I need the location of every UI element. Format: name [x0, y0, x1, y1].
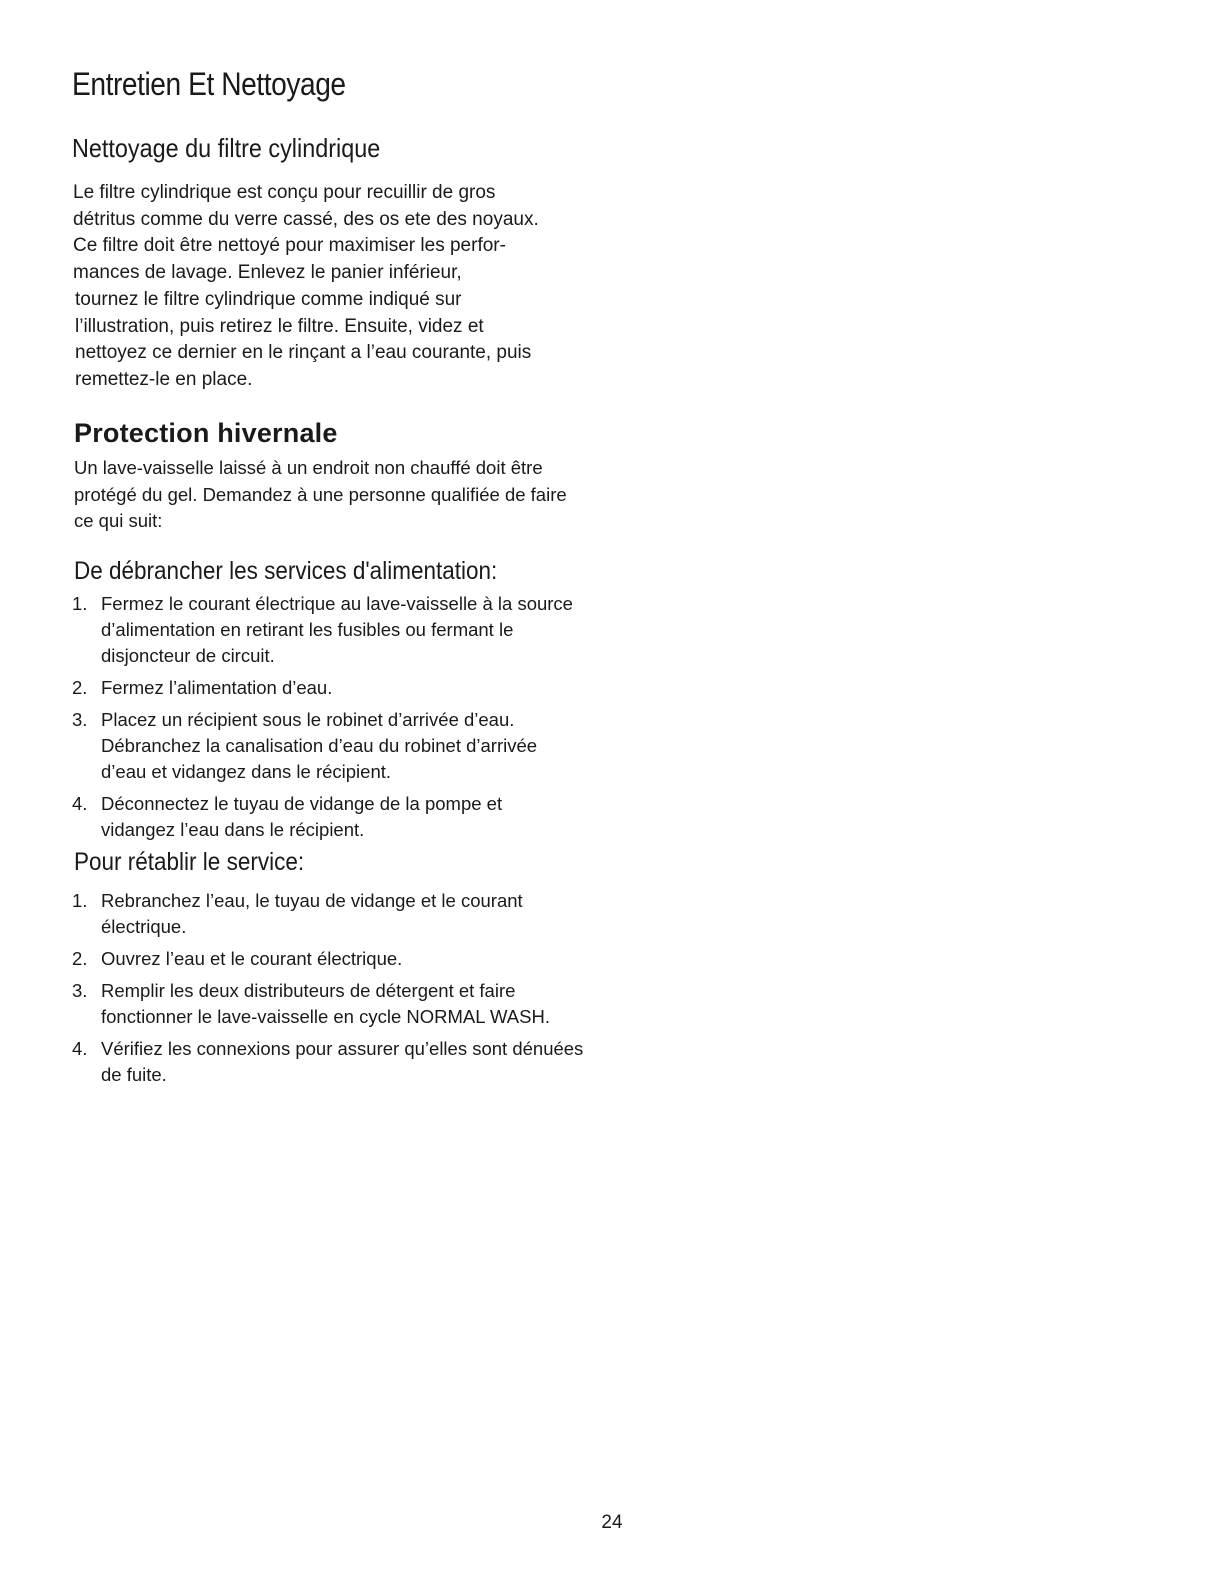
- step-number: 3.: [72, 709, 88, 730]
- step-line: fonctionner le lave-vaisselle en cycle NORMAL WASH.: [101, 1006, 550, 1027]
- step-line: Déconnectez le tuyau de vidange de la pompe et: [101, 793, 503, 814]
- step-line: d’alimentation en retirant les fusibles ou fermant le: [101, 619, 514, 640]
- step-number: 2.: [72, 677, 88, 698]
- text-line: protégé du gel. Demandez à une personne qualifiée de faire: [74, 483, 567, 505]
- filter-paragraph-1: [73, 180, 539, 286]
- step-line: Fermez l’alimentation d’eau.: [101, 677, 333, 698]
- text-line: l’illustration, puis retirez le filtre. Ensuite, videz et: [75, 315, 484, 337]
- step-number: 4.: [72, 793, 88, 814]
- step-line: disjoncteur de circuit.: [101, 645, 275, 666]
- list-item: [72, 791, 573, 843]
- text-line: Un lave-vaisselle laissé à un endroit non chauffé doit être: [74, 457, 543, 478]
- text-line: Ce filtre doit être nettoyé pour maximiser les perfor-: [73, 235, 506, 256]
- step-number: 3.: [72, 980, 88, 1001]
- list-item: [72, 978, 583, 1030]
- winter-paragraph: [74, 455, 567, 535]
- text-line: nettoyez ce dernier en le rinçant a l’eau courante, puis: [75, 342, 532, 363]
- filter-section-heading: Nettoyage du filtre cylindrique: [72, 133, 381, 163]
- restore-steps-list: [72, 888, 583, 1094]
- text-line: ce qui suit:: [74, 510, 163, 531]
- step-number: 1.: [72, 890, 88, 911]
- restore-heading: Pour rétablir le service:: [74, 848, 305, 876]
- text-line: remettez-le en place.: [75, 368, 253, 390]
- list-item: [72, 888, 583, 940]
- step-number: 2.: [72, 948, 88, 969]
- disconnect-steps-list: [72, 591, 573, 849]
- step-line: de fuite.: [101, 1064, 167, 1085]
- list-item: [72, 946, 583, 972]
- step-line: Placez un récipient sous le robinet d’arrivée d’eau.: [101, 709, 515, 730]
- list-item: [72, 675, 573, 701]
- step-line: Rebranchez l’eau, le tuyau de vidange et le courant: [101, 890, 523, 911]
- disconnect-heading: De débrancher les services d'alimentation:: [74, 557, 498, 585]
- list-item: [72, 1036, 583, 1088]
- text-line: mances de lavage. Enlevez le panier inférieur,: [73, 261, 462, 283]
- step-number: 1.: [72, 593, 88, 614]
- step-line: vidangez l’eau dans le récipient.: [101, 819, 365, 840]
- step-number: 4.: [72, 1038, 88, 1059]
- step-line: Débranchez la canalisation d’eau du robinet d’arrivée: [101, 735, 538, 756]
- page-number: 24: [601, 1512, 623, 1533]
- text-line: tournez le filtre cylindrique comme indiqué sur: [75, 289, 462, 310]
- step-line: Remplir les deux distributeurs de détergent et faire: [101, 980, 516, 1001]
- step-line: Fermez le courant électrique au lave-vaisselle à la source: [101, 593, 573, 614]
- list-item: [72, 707, 573, 785]
- step-line: électrique.: [101, 916, 187, 937]
- text-line: Le filtre cylindrique est conçu pour recuillir de gros: [73, 182, 496, 203]
- text-line: détritus comme du verre cassé, des os ete des noyaux.: [73, 208, 539, 230]
- step-line: Ouvrez l’eau et le courant électrique.: [101, 948, 403, 969]
- step-line: d’eau et vidangez dans le récipient.: [101, 761, 392, 782]
- list-item: [72, 591, 573, 669]
- step-line: Vérifiez les connexions pour assurer qu’elles sont dénuées: [101, 1038, 584, 1059]
- winter-section-heading: Protection hivernale: [74, 418, 338, 448]
- page-title: Entretien Et Nettoyage: [72, 66, 346, 102]
- filter-paragraph-2: [75, 287, 531, 393]
